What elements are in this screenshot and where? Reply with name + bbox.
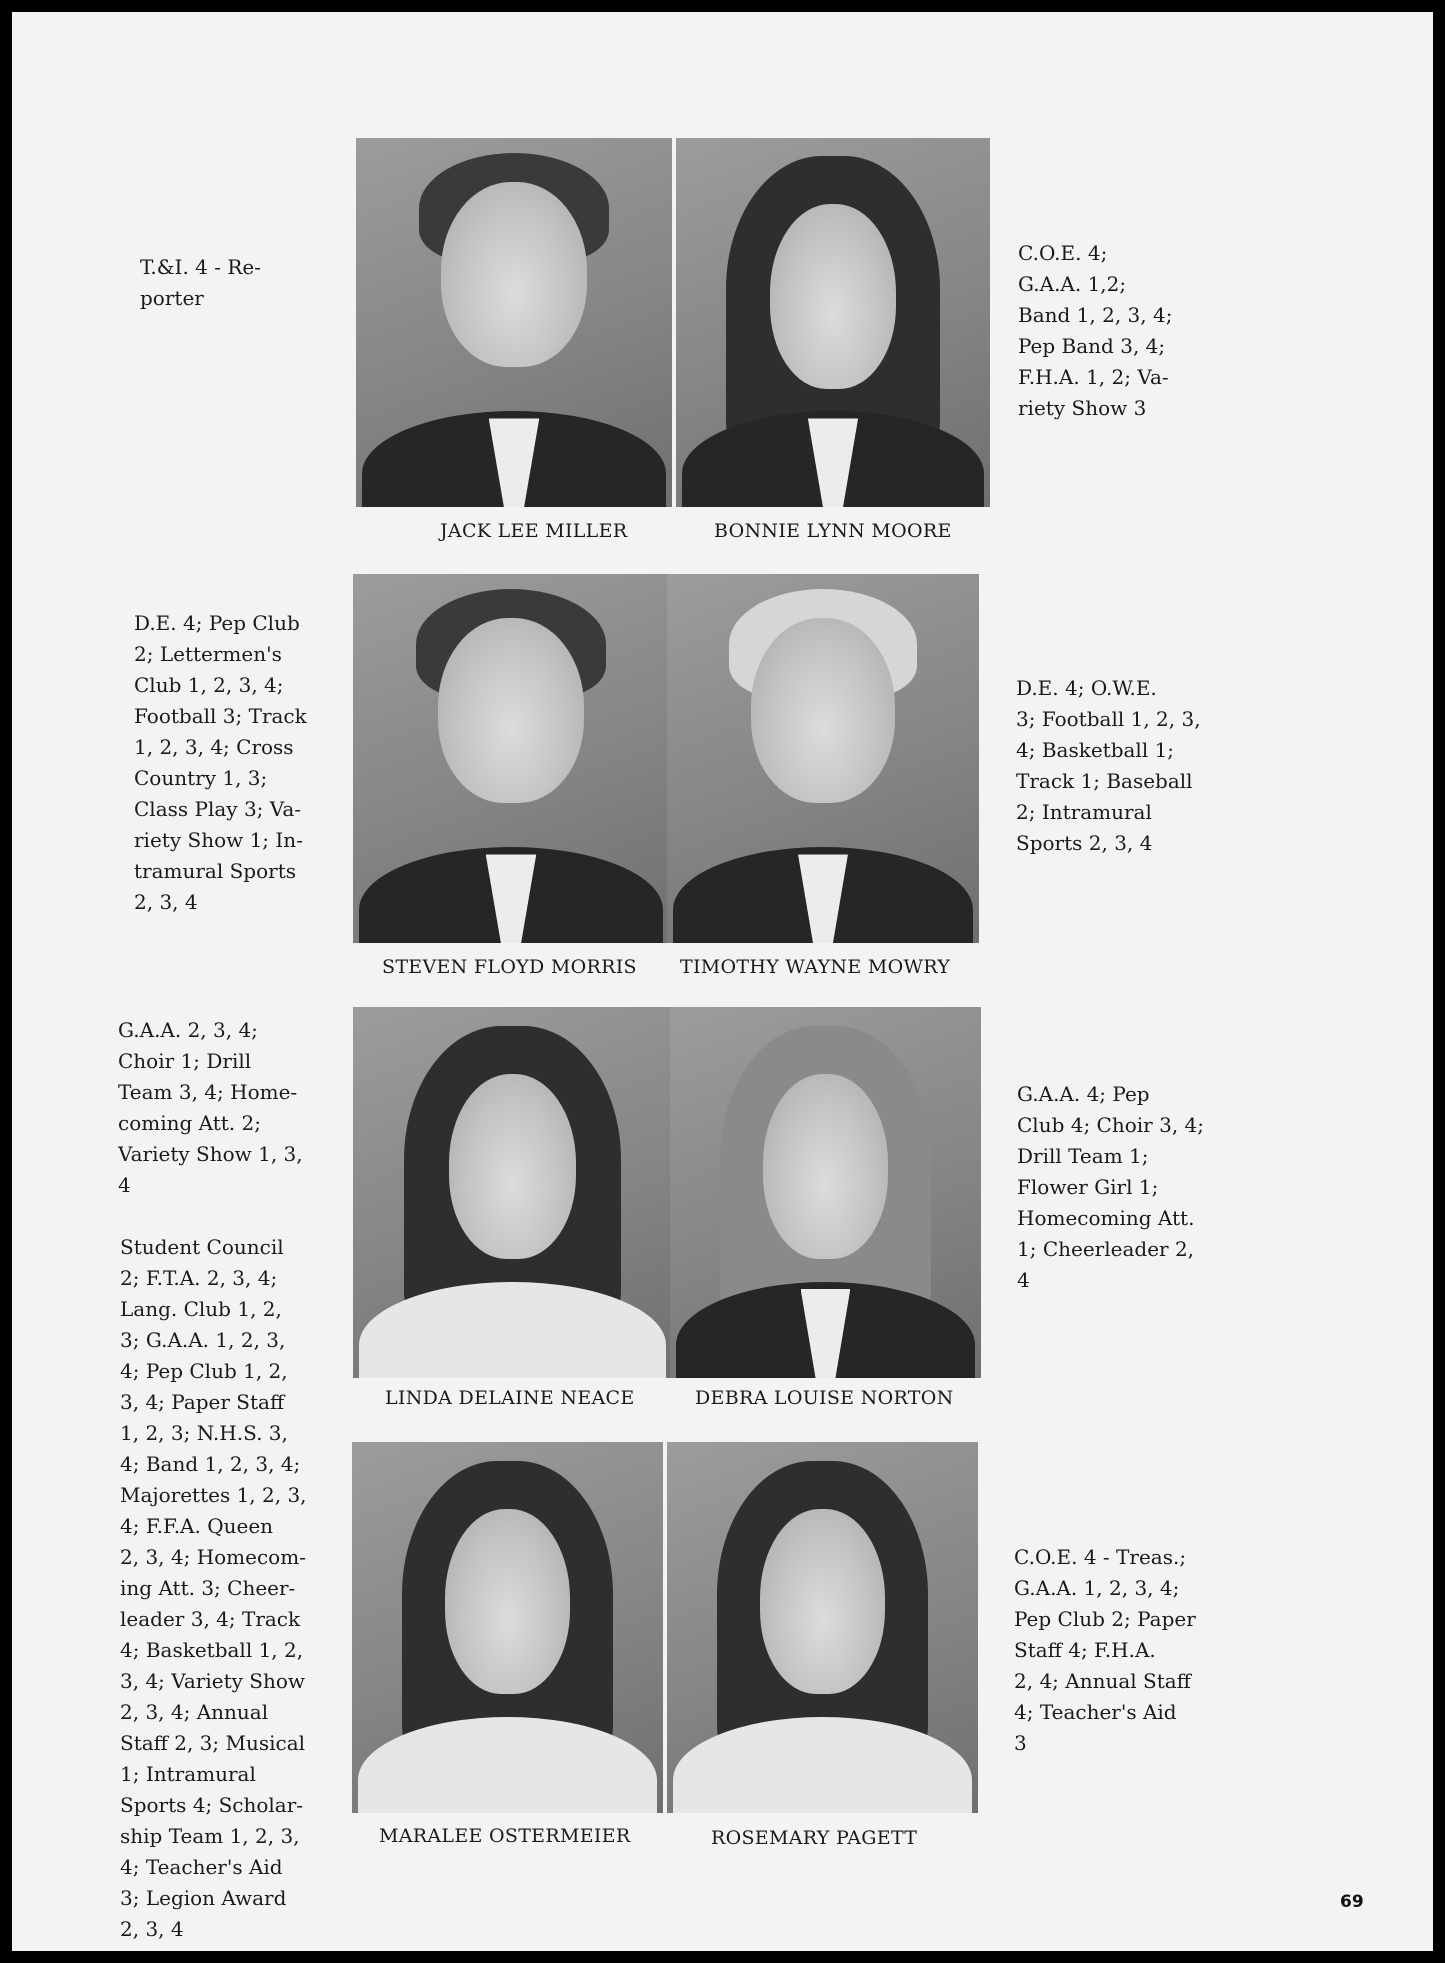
student-activities: Student Council 2; F.T.A. 2, 3, 4; Lang. Club 1, 2, 3; G.A.A. 1, 2, 3, 4; Pep Club 1, 2, 3, 4; Paper Staff 1, 2, 3; N.H.S. 3, 4; Band 1, 2, 3, 4; Majorettes 1, 2, 3, 4; F.F.A. Queen 2, 3, 4; Homecom- ing Att. 3; Cheer- leader 3, 4; Track 4; Basketball 1, 2, 3, 4; Variety Show 2, 3, 4; Annual Staff 2, 3; Musical 1; Intramural Sports 4; Scholar- ship Team 1, 2, 3, 4; Teacher's Aid 3; Legion Award 2, 3, 4 [120, 1235, 307, 1941]
student-activities: D.E. 4; O.W.E. 3; Football 1, 2, 3, 4; Basketball 1; Track 1; Baseball 2; Intramural Sports 2, 3, 4 [1016, 676, 1201, 855]
student-name: MARALEE OSTERMEIER [379, 1825, 631, 1847]
student-activities: C.O.E. 4; G.A.A. 1,2; Band 1, 2, 3, 4; Pep Band 3, 4; F.H.A. 1, 2; Va- riety Show 3 [1018, 241, 1173, 420]
student-name: TIMOTHY WAYNE MOWRY [680, 956, 951, 978]
portrait-bonnie-lynn-moore [676, 138, 990, 507]
portrait-face [441, 182, 586, 367]
yearbook-page [12, 12, 1433, 1951]
portrait-maralee-ostermeier [352, 1442, 663, 1813]
student-name: LINDA DELAINE NEACE [385, 1387, 635, 1409]
portrait-steven-floyd-morris [353, 574, 669, 943]
portrait-timothy-wayne-mowry [667, 574, 979, 943]
student-name: STEVEN FLOYD MORRIS [382, 956, 637, 978]
student-activities: C.O.E. 4 - Treas.; G.A.A. 1, 2, 3, 4; Pep Club 2; Paper Staff 4; F.H.A. 2, 4; Annual Staff 4; Teacher's Aid 3 [1014, 1545, 1196, 1755]
portrait-jack-lee-miller [356, 138, 672, 507]
student-name: ROSEMARY PAGETT [711, 1827, 918, 1849]
portrait-face [445, 1509, 569, 1695]
portrait-face [449, 1074, 577, 1260]
portrait-linda-delaine-neace [353, 1007, 672, 1378]
page-number: 69 [1340, 1892, 1364, 1912]
student-activities: T.&I. 4 - Re- porter [140, 255, 262, 310]
portrait-face [751, 618, 895, 803]
student-activities: G.A.A. 4; Pep Club 4; Choir 3, 4; Drill Team 1; Flower Girl 1; Homecoming Att. 1; Cheerleader 2, 4 [1017, 1082, 1205, 1292]
portrait-face [760, 1509, 884, 1695]
portrait-face [770, 204, 896, 389]
student-name: BONNIE LYNN MOORE [714, 520, 952, 542]
student-name: DEBRA LOUISE NORTON [695, 1387, 954, 1409]
portrait-face [438, 618, 583, 803]
student-name: JACK LEE MILLER [440, 520, 628, 542]
student-activities: D.E. 4; Pep Club 2; Lettermen's Club 1, 2, 3, 4; Football 3; Track 1, 2, 3, 4; Cross Country 1, 3; Class Play 3; Va- riety Show 1; In- tramural Sports 2, 3, 4 [134, 611, 307, 914]
portrait-rosemary-pagett [667, 1442, 978, 1813]
portrait-debra-louise-norton [670, 1007, 981, 1378]
portrait-face [763, 1074, 887, 1260]
student-activities: G.A.A. 2, 3, 4; Choir 1; Drill Team 3, 4; Home- coming Att. 2; Variety Show 1, 3, 4 [118, 1018, 303, 1197]
